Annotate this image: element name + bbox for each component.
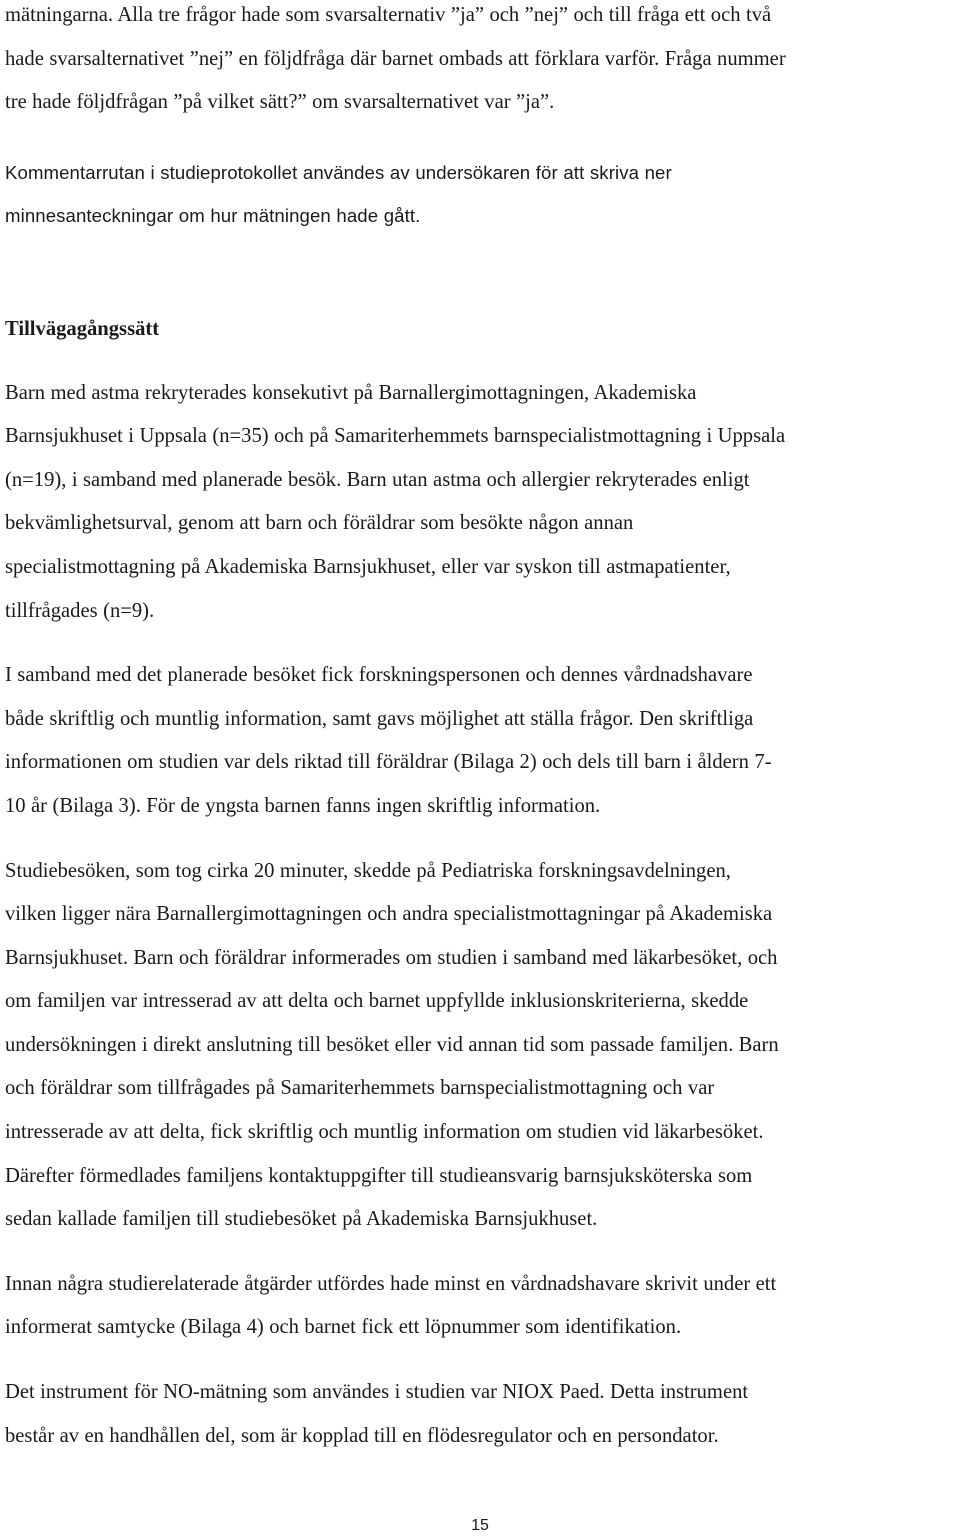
text-line: informationen om studien var dels riktad till föräldrar (Bilaga 2) och dels till barn i åldern 7- [5, 751, 772, 774]
text-line: Därefter förmedlades familjens kontaktuppgifter till studieansvarig barnsjuksköterska som [5, 1164, 753, 1187]
text-line: består av en handhållen del, som är kopplad till en flödesregulator och en persondator. [5, 1424, 719, 1447]
text-line: om familjen var intresserad av att delta och barnet uppfyllde inklusionskriterierna, skedde [5, 990, 749, 1013]
page-number: 15 [471, 1517, 489, 1534]
text-line: Barn med astma rekryterades konsekutivt på Barnallergimottagningen, Akademiska [5, 381, 697, 404]
text-line: (n=19), i samband med planerade besök. Barn utan astma och allergier rekryterades enligt [5, 468, 750, 491]
text-line: intresserade av att delta, fick skriftlig och muntlig information om studien vid läkarbesöket. [5, 1121, 764, 1144]
text-line: minnesanteckningar om hur mätningen hade gått. [5, 205, 421, 227]
text-line: vilken ligger nära Barnallergimottagningen och andra specialistmottagningar på Akademiska [5, 903, 773, 926]
text-line: Barnsjukhuset i Uppsala (n=35) och på Samariterhemmets barnspecialistmottagning i Uppsala [5, 425, 786, 448]
text-line: 10 år (Bilaga 3). För de yngsta barnen fanns ingen skriftlig information. [5, 794, 601, 817]
comment-paragraph [5, 151, 955, 238]
text-line: tre hade följdfrågan ”på vilket sätt?” om svarsalternativet var ”ja”. [5, 91, 555, 114]
text-line: både skriftlig och muntlig information, samt gavs möjlighet att ställa frågor. Den skriftliga [5, 707, 754, 730]
text-line: Barnsjukhuset. Barn och föräldrar informerades om studien i samband med läkarbesöket, och [5, 946, 778, 969]
text-line: Det instrument för NO-mätning som användes i studien var NIOX Paed. Detta instrument [5, 1381, 749, 1404]
section-heading: Tillvägagångssätt [5, 317, 160, 340]
instrument-paragraph [5, 1371, 955, 1458]
document-page [5, 0, 955, 1458]
intro-paragraph [5, 0, 955, 125]
text-line: tillfrågades (n=9). [5, 599, 155, 622]
text-line: och föräldrar som tillfrågades på Samariterhemmets barnspecialistmottagning och var [5, 1077, 715, 1100]
text-line: hade svarsalternativet ”nej” en följdfråga där barnet ombads att förklara varför. Fråga nummer [5, 47, 786, 70]
text-line: specialistmottagning på Akademiska Barnsjukhuset, eller var syskon till astmapatienter, [5, 555, 731, 578]
visits-paragraph [5, 850, 955, 1242]
consent-paragraph [5, 1263, 955, 1350]
text-line: Innan några studierelaterade åtgärder utfördes hade minst en vårdnadshavare skrivit under ett [5, 1272, 777, 1295]
text-line: Studiebesöken, som tog cirka 20 minuter, skedde på Pediatriska forskningsavdelningen, [5, 859, 731, 882]
text-line: I samband med det planerade besöket fick forskningspersonen och dennes vårdnadshavare [5, 664, 753, 687]
text-line: informerat samtycke (Bilaga 4) och barnet fick ett löpnummer som identifikation. [5, 1316, 682, 1339]
text-line: Kommentarrutan i studieprotokollet användes av undersökaren för att skriva ner [5, 161, 672, 183]
text-line: mätningarna. Alla tre frågor hade som svarsalternativ ”ja” och ”nej” och till fråga ett och två [5, 4, 772, 26]
text-line: sedan kallade familjen till studiebesöket på Akademiska Barnsjukhuset. [5, 1208, 598, 1231]
information-paragraph [5, 654, 955, 828]
text-line: undersökningen i direkt anslutning till besöket eller vid annan tid som passade familjen. Barn [5, 1033, 779, 1056]
recruitment-paragraph [5, 372, 955, 634]
text-line: bekvämlighetsurval, genom att barn och föräldrar som besökte någon annan [5, 512, 634, 535]
